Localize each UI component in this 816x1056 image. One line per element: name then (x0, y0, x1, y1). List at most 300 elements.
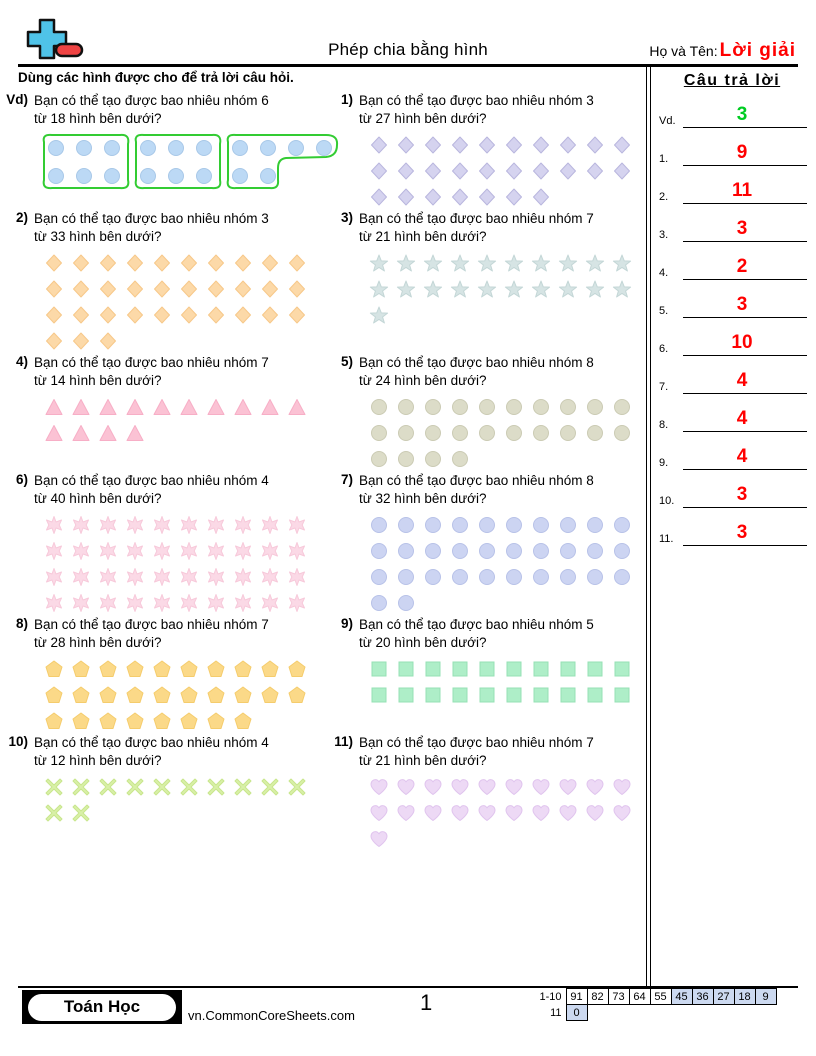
shape-circle-icon (392, 446, 419, 472)
shape-diamond-icon (473, 158, 500, 184)
shape-triangle-icon (229, 394, 256, 420)
shape-pentagon-icon (202, 682, 229, 708)
shape-pentagon-icon (256, 656, 283, 682)
shape-pentagon-icon (121, 682, 148, 708)
shape-diamond-icon (175, 276, 202, 302)
shape-row (365, 132, 646, 158)
question-text (34, 354, 269, 390)
shape-star5-icon (527, 250, 554, 276)
answer-blank[interactable] (683, 182, 807, 204)
problem-grid (0, 92, 650, 852)
shape-star6-icon (175, 512, 202, 538)
shape-circle-icon (365, 590, 392, 616)
shape-circle-icon (500, 564, 527, 590)
problem-row (0, 92, 650, 210)
shape-pentagon-icon (202, 708, 229, 734)
shape-group (325, 512, 646, 616)
shape-row (365, 538, 646, 564)
shape-star6-icon (40, 564, 67, 590)
shape-triangle-icon (148, 394, 175, 420)
shape-circle-icon (446, 564, 473, 590)
shape-square-icon (527, 682, 554, 708)
answer-row (657, 166, 807, 204)
answer-row (657, 394, 807, 432)
score-cell: 36 (692, 989, 713, 1005)
problem-7 (325, 472, 650, 616)
shape-diamond-icon (94, 250, 121, 276)
shape-star5-icon (581, 250, 608, 276)
score-cell: 27 (713, 989, 734, 1005)
problem-row (0, 472, 650, 616)
shape-heart-icon (446, 774, 473, 800)
shape-group (0, 656, 321, 734)
shape-triangle-icon (283, 394, 310, 420)
shape-star6-icon (229, 590, 256, 616)
shape-star5-icon (554, 250, 581, 276)
question-header (0, 472, 321, 508)
shape-diamond-icon (527, 158, 554, 184)
shape-row (365, 302, 646, 328)
shape-diamond-icon (527, 132, 554, 158)
question-line1: Bạn có thể tạo được bao nhiêu nhóm 3 (34, 211, 269, 226)
shape-diamond-icon (419, 132, 446, 158)
problem-4 (0, 354, 325, 472)
shape-row (40, 538, 321, 564)
problem-6 (0, 472, 325, 616)
shape-x-icon (283, 774, 310, 800)
shape-pentagon-icon (94, 682, 121, 708)
answer-blank[interactable] (683, 220, 807, 242)
answer-value: 3 (736, 218, 748, 239)
shape-circle-icon (500, 394, 527, 420)
question-header (0, 734, 321, 770)
shape-heart-icon (581, 774, 608, 800)
shape-diamond-icon (40, 328, 67, 354)
shape-circle-icon (473, 564, 500, 590)
shape-diamond-icon (365, 132, 392, 158)
shape-pentagon-icon (148, 682, 175, 708)
shape-diamond-icon (202, 302, 229, 328)
answer-row (657, 128, 807, 166)
question-header (0, 92, 321, 128)
answer-number: 1. (659, 153, 669, 165)
shape-pentagon-icon (67, 708, 94, 734)
shape-heart-icon (473, 800, 500, 826)
shape-diamond-icon (392, 132, 419, 158)
answer-value: 3 (736, 294, 748, 315)
shape-star6-icon (202, 538, 229, 564)
question-header (325, 210, 646, 246)
shape-heart-icon (473, 774, 500, 800)
answer-panel-title: Câu trả lời (683, 72, 781, 89)
shape-circle-icon (419, 446, 446, 472)
shape-diamond-icon (473, 132, 500, 158)
shape-star6-icon (148, 590, 175, 616)
question-line1: Bạn có thể tạo được bao nhiêu nhóm 7 (34, 617, 269, 632)
question-line2: từ 27 hình bên dưới? (359, 111, 487, 126)
shape-circle-icon (608, 538, 635, 564)
answer-number: 2. (659, 191, 669, 203)
score-cell: 64 (629, 989, 650, 1005)
shape-triangle-icon (121, 420, 148, 446)
question-line1: Bạn có thể tạo được bao nhiêu nhóm 4 (34, 473, 269, 488)
answer-blank[interactable] (683, 296, 807, 318)
answer-blank[interactable] (683, 106, 807, 128)
shape-circle-icon (473, 512, 500, 538)
shape-row (40, 800, 321, 826)
answer-row (657, 318, 807, 356)
shape-star6-icon (283, 564, 310, 590)
answer-blank[interactable] (683, 144, 807, 166)
shape-triangle-icon (175, 394, 202, 420)
shape-circle-icon (365, 512, 392, 538)
shape-pentagon-icon (148, 708, 175, 734)
shape-circle-icon (527, 564, 554, 590)
score-cell: 18 (734, 989, 755, 1005)
shape-circle-icon (581, 512, 608, 538)
shape-circle-icon (446, 420, 473, 446)
shape-circle-icon (527, 420, 554, 446)
question-header (0, 354, 321, 390)
answer-row (657, 242, 807, 280)
question-text (34, 734, 269, 770)
shape-diamond-icon (392, 184, 419, 210)
shape-square-icon (446, 682, 473, 708)
shape-x-icon (256, 774, 283, 800)
answer-row (657, 356, 807, 394)
shape-circle-icon (581, 564, 608, 590)
shape-star6-icon (175, 564, 202, 590)
question-header (325, 734, 646, 770)
score-row-label: 11 (550, 1006, 562, 1019)
shape-circle-icon (392, 512, 419, 538)
score-cell: 45 (671, 989, 692, 1005)
shape-diamond-icon (40, 276, 67, 302)
shape-circle-icon (446, 512, 473, 538)
shape-heart-icon (581, 800, 608, 826)
answer-row (657, 470, 807, 508)
brand-label: Toán Học (28, 994, 176, 1021)
shape-star6-icon (175, 590, 202, 616)
answer-row (657, 432, 807, 470)
question-line1: Bạn có thể tạo được bao nhiêu nhóm 6 (34, 93, 269, 108)
problem-row (0, 354, 650, 472)
shape-group (325, 394, 646, 472)
shape-row (365, 276, 646, 302)
shape-square-icon (608, 682, 635, 708)
shape-star5-icon (473, 276, 500, 302)
shape-x-icon (67, 774, 94, 800)
score-cell: 9 (755, 989, 776, 1005)
shape-diamond-icon (148, 276, 175, 302)
shape-square-icon (419, 656, 446, 682)
shape-row (365, 158, 646, 184)
brand-badge (22, 990, 182, 1024)
score-row (532, 1005, 776, 1021)
shape-diamond-icon (229, 250, 256, 276)
shape-circle-icon (581, 394, 608, 420)
answer-blank[interactable] (683, 372, 807, 394)
question-line1: Bạn có thể tạo được bao nhiêu nhóm 8 (359, 355, 594, 370)
shape-triangle-icon (256, 394, 283, 420)
score-cell: 73 (608, 989, 629, 1005)
question-header (325, 92, 646, 128)
shape-row (40, 302, 321, 328)
shape-circle-icon (392, 564, 419, 590)
page-footer (0, 986, 816, 1056)
shape-diamond-icon (229, 302, 256, 328)
shape-star5-icon (392, 276, 419, 302)
shape-triangle-icon (40, 394, 67, 420)
shape-star6-icon (229, 564, 256, 590)
shape-triangle-icon (94, 394, 121, 420)
shape-square-icon (365, 682, 392, 708)
problem-3 (325, 210, 650, 354)
question-text (359, 734, 594, 770)
question-header (325, 616, 646, 652)
shape-star5-icon (500, 276, 527, 302)
shape-star5-icon (500, 250, 527, 276)
answer-rows (657, 90, 807, 546)
shape-circle-icon (419, 394, 446, 420)
shape-circle-icon (581, 538, 608, 564)
shape-square-icon (608, 656, 635, 682)
shape-star6-icon (148, 512, 175, 538)
problem-5 (325, 354, 650, 472)
shape-diamond-icon (121, 250, 148, 276)
shape-diamond-icon (256, 250, 283, 276)
shape-circle-icon (581, 420, 608, 446)
shape-heart-icon (392, 800, 419, 826)
answer-blank[interactable] (683, 524, 807, 546)
shape-star6-icon (256, 538, 283, 564)
shape-star6-icon (229, 512, 256, 538)
answer-row (657, 280, 807, 318)
shape-diamond-icon (554, 132, 581, 158)
shape-diamond-icon (581, 158, 608, 184)
score-cell: 55 (650, 989, 671, 1005)
shape-star5-icon (581, 276, 608, 302)
shape-x-icon (67, 800, 94, 826)
shape-heart-icon (500, 774, 527, 800)
shape-pentagon-icon (229, 682, 256, 708)
answer-number: 9. (659, 457, 669, 469)
question-number: 3) (340, 210, 353, 225)
shape-star6-icon (148, 564, 175, 590)
shape-row (365, 774, 646, 800)
answer-number: 5. (659, 305, 669, 317)
question-text (34, 616, 269, 652)
shape-circle-icon (365, 420, 392, 446)
shape-diamond-icon (365, 184, 392, 210)
shape-pentagon-icon (40, 682, 67, 708)
answer-number: 4. (659, 267, 669, 279)
shape-row (40, 564, 321, 590)
question-line2: từ 40 hình bên dưới? (34, 491, 162, 506)
shape-circle-icon (473, 538, 500, 564)
shape-heart-icon (554, 800, 581, 826)
shape-square-icon (581, 682, 608, 708)
question-text (359, 616, 594, 652)
shape-row (40, 774, 321, 800)
score-cell: 91 (566, 989, 587, 1005)
shape-square-icon (446, 656, 473, 682)
score-row (532, 989, 776, 1005)
shape-star6-icon (40, 512, 67, 538)
shape-star5-icon (392, 250, 419, 276)
shape-star6-icon (175, 538, 202, 564)
shape-heart-icon (365, 800, 392, 826)
shape-row (40, 590, 321, 616)
shape-x-icon (40, 774, 67, 800)
problem-9 (325, 616, 650, 734)
answer-value: 10 (731, 332, 753, 353)
question-number: 2) (15, 210, 28, 225)
score-cell: 82 (587, 989, 608, 1005)
student-name-field[interactable] (649, 40, 796, 62)
question-line2: từ 33 hình bên dưới? (34, 229, 162, 244)
problem-1 (325, 92, 650, 210)
answer-blank[interactable] (683, 448, 807, 470)
shape-diamond-icon (256, 302, 283, 328)
question-text (359, 92, 594, 128)
question-line2: từ 28 hình bên dưới? (34, 635, 162, 650)
shape-pentagon-icon (283, 656, 310, 682)
shape-heart-icon (365, 826, 392, 852)
answer-number: 8. (659, 419, 669, 431)
shape-row (40, 276, 321, 302)
score-row-label: 1-10 (539, 990, 562, 1003)
shape-circle-icon (554, 420, 581, 446)
shape-row (40, 708, 321, 734)
shape-pentagon-icon (94, 656, 121, 682)
shape-pentagon-icon (256, 682, 283, 708)
shape-heart-icon (608, 774, 635, 800)
answer-value: 11 (731, 180, 753, 201)
shape-star6-icon (202, 590, 229, 616)
shape-star5-icon (527, 276, 554, 302)
problem-row (0, 616, 650, 734)
answer-blank[interactable] (683, 258, 807, 280)
shape-square-icon (392, 682, 419, 708)
shape-pentagon-icon (175, 682, 202, 708)
shape-star6-icon (67, 512, 94, 538)
question-text (359, 354, 594, 390)
question-header (325, 472, 646, 508)
shape-triangle-icon (67, 420, 94, 446)
page-header (0, 0, 816, 68)
shape-group (0, 512, 321, 616)
shape-diamond-icon (446, 132, 473, 158)
shape-row (40, 394, 321, 420)
shape-pentagon-icon (229, 708, 256, 734)
shape-triangle-icon (67, 394, 94, 420)
answer-value: 4 (736, 370, 748, 391)
shape-diamond-icon (283, 250, 310, 276)
shape-diamond-icon (446, 184, 473, 210)
shape-row (40, 420, 321, 446)
answer-panel (657, 68, 807, 546)
shape-star6-icon (94, 590, 121, 616)
answer-value: 9 (736, 142, 748, 163)
shape-row (40, 682, 321, 708)
shape-diamond-icon (121, 276, 148, 302)
shape-pentagon-icon (67, 682, 94, 708)
shape-diamond-icon (175, 302, 202, 328)
shape-circle-icon (473, 420, 500, 446)
shape-star6-icon (121, 538, 148, 564)
shape-diamond-icon (175, 250, 202, 276)
shape-triangle-icon (40, 420, 67, 446)
shape-group (325, 656, 646, 708)
answer-number: 11. (659, 533, 674, 545)
shape-diamond-icon (581, 132, 608, 158)
shape-diamond-icon (500, 158, 527, 184)
shape-circle-icon (392, 590, 419, 616)
question-line2: từ 20 hình bên dưới? (359, 635, 487, 650)
shape-diamond-icon (554, 158, 581, 184)
shape-heart-icon (500, 800, 527, 826)
shape-circle-icon (392, 394, 419, 420)
shape-triangle-icon (202, 394, 229, 420)
shape-circle-icon (527, 512, 554, 538)
shape-row (365, 564, 646, 590)
shape-diamond-icon (608, 132, 635, 158)
answer-blank[interactable] (683, 410, 807, 432)
question-line1: Bạn có thể tạo được bao nhiêu nhóm 5 (359, 617, 594, 632)
shape-star5-icon (365, 276, 392, 302)
shape-heart-icon (527, 774, 554, 800)
shape-square-icon (365, 656, 392, 682)
problem-row (0, 210, 650, 354)
shape-star5-icon (419, 276, 446, 302)
shape-circle-icon (365, 538, 392, 564)
answer-value: 4 (736, 446, 748, 467)
shape-star5-icon (446, 250, 473, 276)
shape-heart-icon (527, 800, 554, 826)
shape-star6-icon (94, 564, 121, 590)
shape-star5-icon (419, 250, 446, 276)
shape-diamond-icon (202, 250, 229, 276)
shape-diamond-icon (202, 276, 229, 302)
shape-star5-icon (608, 276, 635, 302)
answer-blank[interactable] (683, 334, 807, 356)
shape-circle-icon (365, 394, 392, 420)
shape-circle-icon (608, 394, 635, 420)
shape-pentagon-icon (148, 656, 175, 682)
shape-diamond-icon (229, 276, 256, 302)
shape-group (0, 394, 321, 446)
question-number: 6) (15, 472, 28, 487)
shape-star6-icon (256, 512, 283, 538)
shape-star5-icon (446, 276, 473, 302)
problem-8 (0, 616, 325, 734)
shape-star6-icon (202, 512, 229, 538)
name-value: Lời giải (719, 40, 796, 61)
shape-square-icon (473, 656, 500, 682)
question-header (0, 210, 321, 246)
shape-diamond-icon (392, 158, 419, 184)
problem-10 (0, 734, 325, 852)
shape-x-icon (175, 774, 202, 800)
shape-diamond-icon (446, 158, 473, 184)
question-line2: từ 12 hình bên dưới? (34, 753, 162, 768)
answer-number: 3. (659, 229, 669, 241)
header-divider (18, 64, 798, 67)
shape-row (365, 512, 646, 538)
answer-blank[interactable] (683, 486, 807, 508)
shape-x-icon (40, 800, 67, 826)
